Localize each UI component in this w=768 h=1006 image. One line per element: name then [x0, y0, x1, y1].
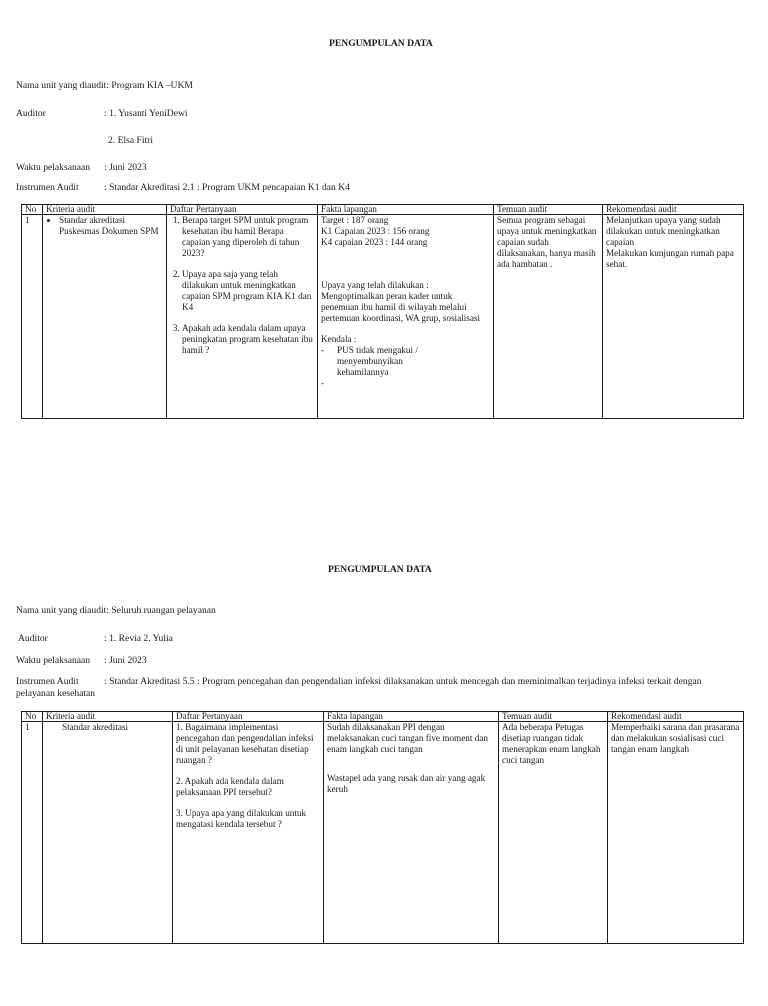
fakta-line: Mengoptimalkan peran kader untuk penemuan ibu hamil di wilayah melalui pertemuan koordinasi, WA grup, sosialisasi	[321, 291, 481, 324]
cell-rekomendasi	[603, 215, 744, 419]
page2-waktu-label: Waktu pelaksanaan	[16, 655, 91, 666]
page2-instrumen-label: Instrumen Audit	[16, 676, 79, 687]
fakta-line: K1 Capaian 2023 : 156 orang	[321, 226, 430, 237]
header-pertanyaan: Daftar Pertanyaan	[173, 712, 324, 722]
cell-pertanyaan	[173, 722, 324, 944]
page1-unit-line	[16, 80, 193, 92]
cell-fakta	[324, 722, 499, 944]
rekomendasi-line: Melanjutkan upaya yang sudah dilakukan untuk meningkatkan capaian	[606, 215, 721, 248]
unit-label: Nama unit yang diaudit:	[16, 605, 109, 616]
header-kriteria: Kriteria audit	[43, 205, 167, 215]
unit-value: Program KIA –UKM	[111, 80, 193, 91]
header-kriteria: Kriteria audit	[43, 712, 173, 722]
cell-temuan: Ada beberapa Petugas disetiap ruangan tidak menerapkan enam langkah cuci tangan	[499, 722, 608, 944]
page2-auditor-value: : 1. Revia 2. Yulia	[104, 633, 173, 644]
page2-instrumen-value: : Standar Akreditasi 5.5 : Program pencegahan dan pengendalian infeksi dilaksanakan untuk mencegah dan meminimalkan terjadinya infeksi terkait dengan	[104, 676, 702, 687]
cell-rekomendasi: Memperbaiki sarana dan prasarana dan melakukan sosialisasi cuci tangan enam langkah	[608, 722, 744, 944]
cell-no: 1	[22, 722, 43, 944]
cell-no: 1	[22, 215, 43, 419]
header-no: No	[22, 712, 43, 722]
page2-instrumen-cont: pelayanan kesehatan	[16, 688, 96, 699]
header-no: No	[22, 205, 43, 215]
page2-unit-line	[16, 605, 216, 617]
fakta-line: Upaya yang telah dilakukan :	[321, 280, 429, 291]
fakta-line: Target : 187 orang	[321, 215, 389, 225]
fakta-line: K4 capaian 2023 : 144 orang	[321, 237, 428, 248]
fakta-line: PUS tidak mengakui / menyembunyikan kehamilannya	[337, 345, 418, 378]
page1-title: PENGUMPULAN DATA	[329, 38, 433, 49]
unit-value: Seluruh ruangan pelayanan	[111, 605, 216, 616]
question-item: 3. Apakah ada kendala dalam upaya peningkatan program kesehatan ibu hamil ?	[182, 323, 314, 356]
page1-instrumen-value: : Standar Akreditasi 2.1 : Program UKM pencapaian K1 dan K4	[104, 182, 350, 193]
page1-auditor-2: 2. Elsa Fitri	[108, 135, 154, 146]
page2-audit-table	[21, 711, 744, 944]
header-rekomendasi: Rekomendasi audit	[608, 712, 744, 722]
fakta-bullet: - PUS tidak mengakui / menyembunyikan kehamilannya	[321, 345, 490, 378]
kriteria-item: • Standar akreditasi Puskesmas Dokumen SPM	[59, 215, 163, 237]
page1-waktu-label: Waktu pelaksanaan	[16, 162, 91, 173]
question-item: 1. Berapa target SPM untuk program kesehatan ibu hamil Berapa capaian yang diperoleh di tahun 2023?	[182, 215, 314, 259]
table-header-row	[22, 205, 744, 215]
cell-kriteria	[43, 722, 173, 944]
page1-instrumen-label: Instrumen Audit	[16, 182, 79, 193]
rekomendasi-line: Melakukan kunjungan rumah papa sehat.	[606, 248, 734, 270]
header-fakta: Fakta lapangan	[318, 205, 494, 215]
fakta-line: Wastapel ada yang rusak dan air yang agak keruh	[327, 773, 486, 795]
question-item: 2. Apakah ada kendala dalam pelaksanaan PPI tersebut?	[176, 776, 284, 798]
cell-kriteria	[43, 215, 167, 419]
page1-waktu-value: : Juni 2023	[104, 162, 147, 173]
page2-auditor-label: Auditor	[18, 633, 48, 644]
header-fakta: Fakta lapangan	[324, 712, 499, 722]
page1-auditor-label: Auditor	[16, 108, 46, 119]
kriteria-item: Standar akreditasi	[62, 722, 129, 732]
header-pertanyaan: Daftar Pertanyaan	[167, 205, 318, 215]
fakta-line: Sudah dilaksanakan PPI dengan melaksanakan cuci tangan five moment dan enam langkah cuci tangan	[327, 722, 488, 755]
page2-title: PENGUMPULAN DATA	[328, 564, 432, 575]
table-row	[22, 722, 744, 944]
cell-fakta: Target : 187 orang K1 Capaian 2023 : 156 orang K4 capaian 2023 : 144 orang Upaya yang telah dilakukan : Mengoptimalkan peran kader untuk penemuan ibu hamil di wilayah melalui pertemuan koordinasi, WA grup, sosialisasi Kendala : - PUS tidak mengakui / menyembunyikan kehamilannya -	[318, 215, 494, 419]
question-item: 3. Upaya apa yang dilakukan untuk mengatasi kendala tersebut ?	[176, 808, 307, 830]
cell-pertanyaan	[167, 215, 318, 419]
header-temuan: Temuan audit	[494, 205, 603, 215]
page1-audit-table	[21, 204, 744, 419]
fakta-line: Kendala :	[321, 334, 357, 345]
question-item: 2. Upaya apa saja yang telah dilakukan untuk meningkatkan capaian SPM program KIA K1 dan K4	[182, 269, 314, 313]
header-temuan: Temuan audit	[499, 712, 608, 722]
unit-label: Nama unit yang diaudit:	[16, 80, 109, 91]
page1-auditor-1: : 1. Yusanti YeniDewi	[104, 108, 188, 119]
header-rekomendasi: Rekomendasi audit	[603, 205, 744, 215]
table-header-row	[22, 712, 744, 722]
page2-waktu-value: : Juni 2023	[104, 655, 147, 666]
cell-temuan: Semua program sebagai upaya untuk meningkatkan capaian sudah dilaksanakan, hanya masih ada hambatan .	[494, 215, 603, 419]
question-item: 1. Bagaimana implementasi pencegahan dan pengendalian infeksi di unit pelayanan kesehatan disetiap ruangan ?	[176, 722, 314, 766]
table-row	[22, 215, 744, 419]
